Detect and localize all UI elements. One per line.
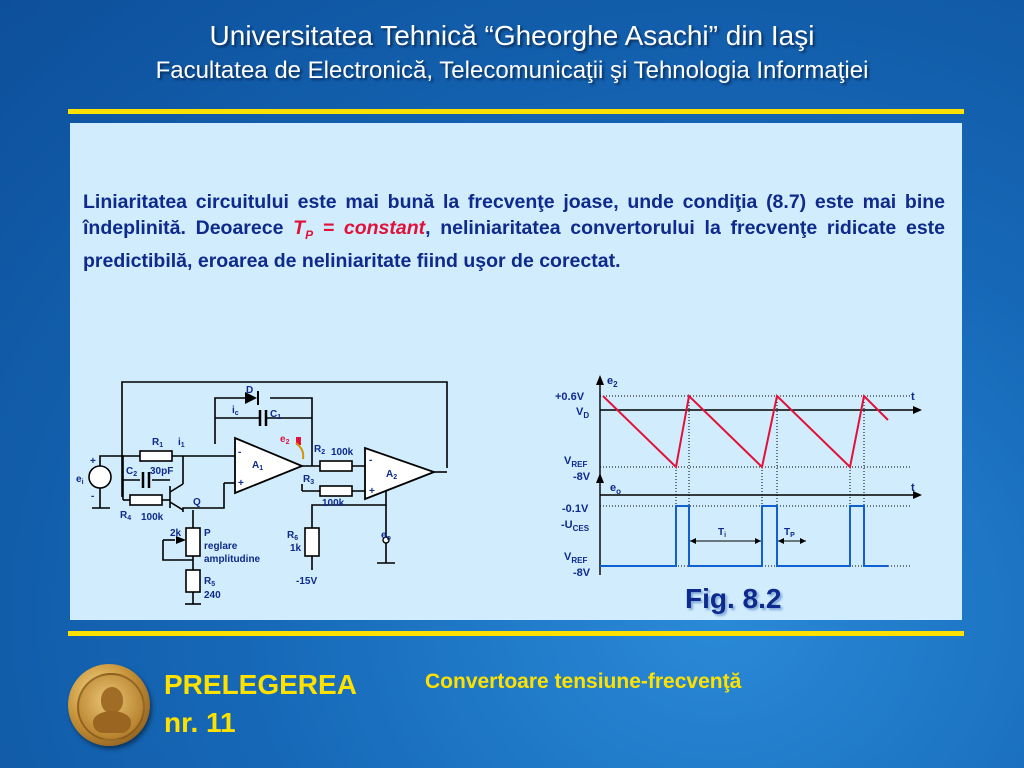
university-title: Universitatea Tehnică “Gheorghe Asachi” din Iaşi — [209, 20, 815, 51]
wave-label-t1: t — [911, 391, 915, 403]
label-e2: $e_2$ — [280, 434, 290, 446]
a1-minus: - — [238, 447, 242, 458]
a2-plus: + — [369, 486, 375, 497]
wave-label-minus8-1: -8V — [573, 471, 591, 483]
label-r6: $R_6$ — [287, 530, 299, 542]
label-a2: $A_2$ — [386, 469, 398, 481]
label-r3: $R_3$ — [303, 474, 315, 486]
label-diode: D — [246, 385, 254, 396]
a1-plus: + — [238, 478, 244, 489]
lecture-line2: nr. 11 — [164, 707, 236, 738]
wave-label-minus8-2: -8V — [573, 567, 591, 579]
lecture-number — [164, 666, 357, 742]
wave-label-t2: t — [911, 482, 915, 494]
label-ic: $i_c$ — [232, 405, 239, 417]
label-p-value: 2k — [170, 528, 182, 539]
bottom-divider — [68, 631, 964, 636]
body-paragraph: Liniaritatea circuitului este mai bună la frecvenţe joase, unde condiţia (8.7) este mai bine îndeplinită. Deoarece $T_P$ = constant, neliniaritatea convertorului la frecvenţe ridicate este predictibilă, eroarea de neliniaritate fiind uşor de corectat. — [83, 191, 946, 272]
wave-label-plus06: +0.6V — [555, 391, 585, 403]
label-eo: $e_o$ — [381, 530, 391, 542]
label-r5: $R_5$ — [204, 576, 216, 588]
figure-caption: Fig. 8.2 — [685, 583, 782, 614]
lecture-topic: Convertoare tensiune-frecvenţă — [425, 670, 742, 693]
source-minus: - — [91, 491, 95, 502]
wave-label-e2: $e_2$ — [607, 375, 618, 389]
label-q: Q — [193, 497, 201, 508]
label-p: P — [204, 528, 211, 539]
source-plus: + — [90, 456, 96, 467]
wave-label-tp: $T_P$ — [784, 527, 795, 539]
label-r6-value: 1k — [290, 543, 302, 554]
a2-minus: - — [369, 455, 373, 466]
wave-label-minus01: -0.1V — [562, 503, 589, 515]
label-vneg: -15V — [296, 576, 318, 587]
wave-label-ti: $T_i$ — [718, 527, 727, 539]
label-r1: $R_1$ — [152, 437, 164, 449]
label-c1: $C_1$ — [270, 409, 282, 421]
lecture-line1: PRELEGEREA — [164, 669, 357, 700]
wave-label-vref2: $V_{REF}$ — [564, 551, 588, 565]
wave-label-eo: $e_o$ — [610, 482, 622, 496]
label-r3-value: 100k — [322, 498, 345, 509]
waveform-diagram — [545, 370, 935, 580]
label-r2-value: 100k — [331, 447, 354, 458]
circuit-schematic — [75, 375, 455, 615]
label-p-desc1: reglare — [204, 541, 238, 552]
label-a1: $A_1$ — [252, 460, 264, 472]
wave-label-vref1: $V_{REF}$ — [564, 455, 588, 469]
label-c2: $C_2$ — [126, 466, 138, 478]
top-divider — [68, 109, 964, 114]
wave-label-uces: $-U_{CES}$ — [561, 519, 590, 533]
label-ei: $e_i$ — [76, 474, 84, 486]
label-r2: $R_2$ — [314, 444, 326, 456]
label-c2-value: 30pF — [150, 466, 174, 477]
label-i1: $i_1$ — [178, 437, 185, 449]
label-r4: $R_4$ — [120, 510, 132, 522]
wave-label-vd: $V_D$ — [576, 406, 590, 420]
label-r4-value: 100k — [141, 512, 164, 523]
label-r5-value: 240 — [204, 590, 221, 601]
label-p-desc2: amplitudine — [204, 554, 261, 565]
university-medal-logo — [68, 664, 150, 746]
faculty-title: Facultatea de Electronică, Telecomunicaţii şi Tehnologia Informaţiei — [155, 57, 869, 84]
